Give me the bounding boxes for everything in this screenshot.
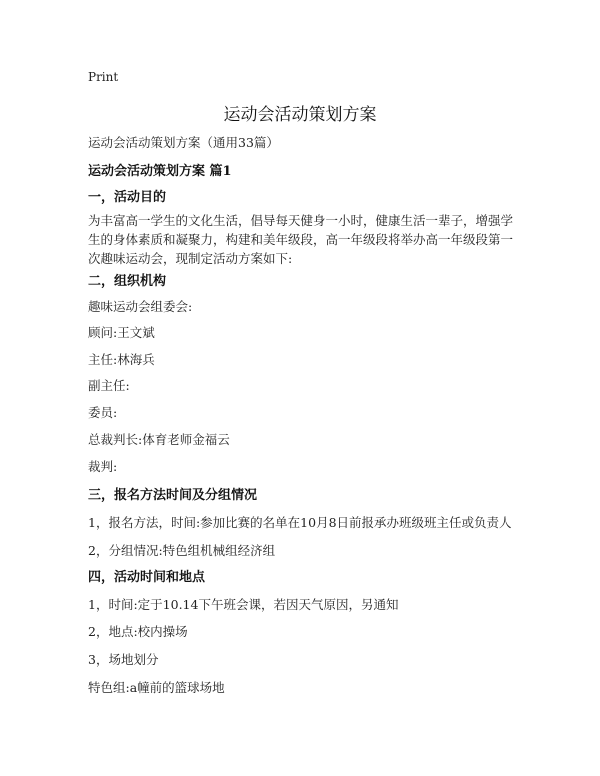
list-item: 2，地点:校内操场 xyxy=(88,624,188,639)
purpose-paragraph: 为丰富高一学生的文化生活，倡导每天健身一小时，健康生活一辈子，增强学生的身体素质和凝聚力，构建和美年级段，高一年级段将举办高一年级段第一次趣味运动会，现制定活动方案如下: xyxy=(88,213,514,266)
section-heading-time-location: 四，活动时间和地点 xyxy=(88,570,206,585)
section-heading-registration: 三，报名方法时间及分组情况 xyxy=(88,488,258,503)
list-item: 总裁判长:体育老师金福云 xyxy=(88,432,230,447)
list-item: 委员: xyxy=(88,405,118,420)
list-item: 1，报名方法，时间:参加比赛的名单在10月8日前报承办班级班主任或负责人 xyxy=(88,515,512,530)
list-item: 副主任: xyxy=(88,378,130,393)
list-item: 裁判: xyxy=(88,459,118,474)
list-item: 主任:林海兵 xyxy=(88,352,155,367)
list-item: 1，时间:定于10.14下午班会课，若因天气原因，另通知 xyxy=(88,597,399,612)
document-title: 运动会活动策划方案 xyxy=(223,105,377,125)
print-label[interactable]: Print xyxy=(88,70,119,84)
article-heading: 运动会活动策划方案 篇1 xyxy=(88,164,232,179)
list-item: 顾问:王文斌 xyxy=(88,325,155,340)
list-item: 特色组:a幢前的篮球场地 xyxy=(88,680,225,695)
section-heading-purpose: 一，活动目的 xyxy=(88,190,167,205)
list-item: 3，场地划分 xyxy=(88,652,159,667)
section-heading-organization: 二，组织机构 xyxy=(88,274,167,289)
list-item: 趣味运动会组委会: xyxy=(88,299,193,314)
list-item: 2，分组情况:特色组机械组经济组 xyxy=(88,543,276,558)
document-subtitle: 运动会活动策划方案（通用33篇） xyxy=(88,135,279,150)
